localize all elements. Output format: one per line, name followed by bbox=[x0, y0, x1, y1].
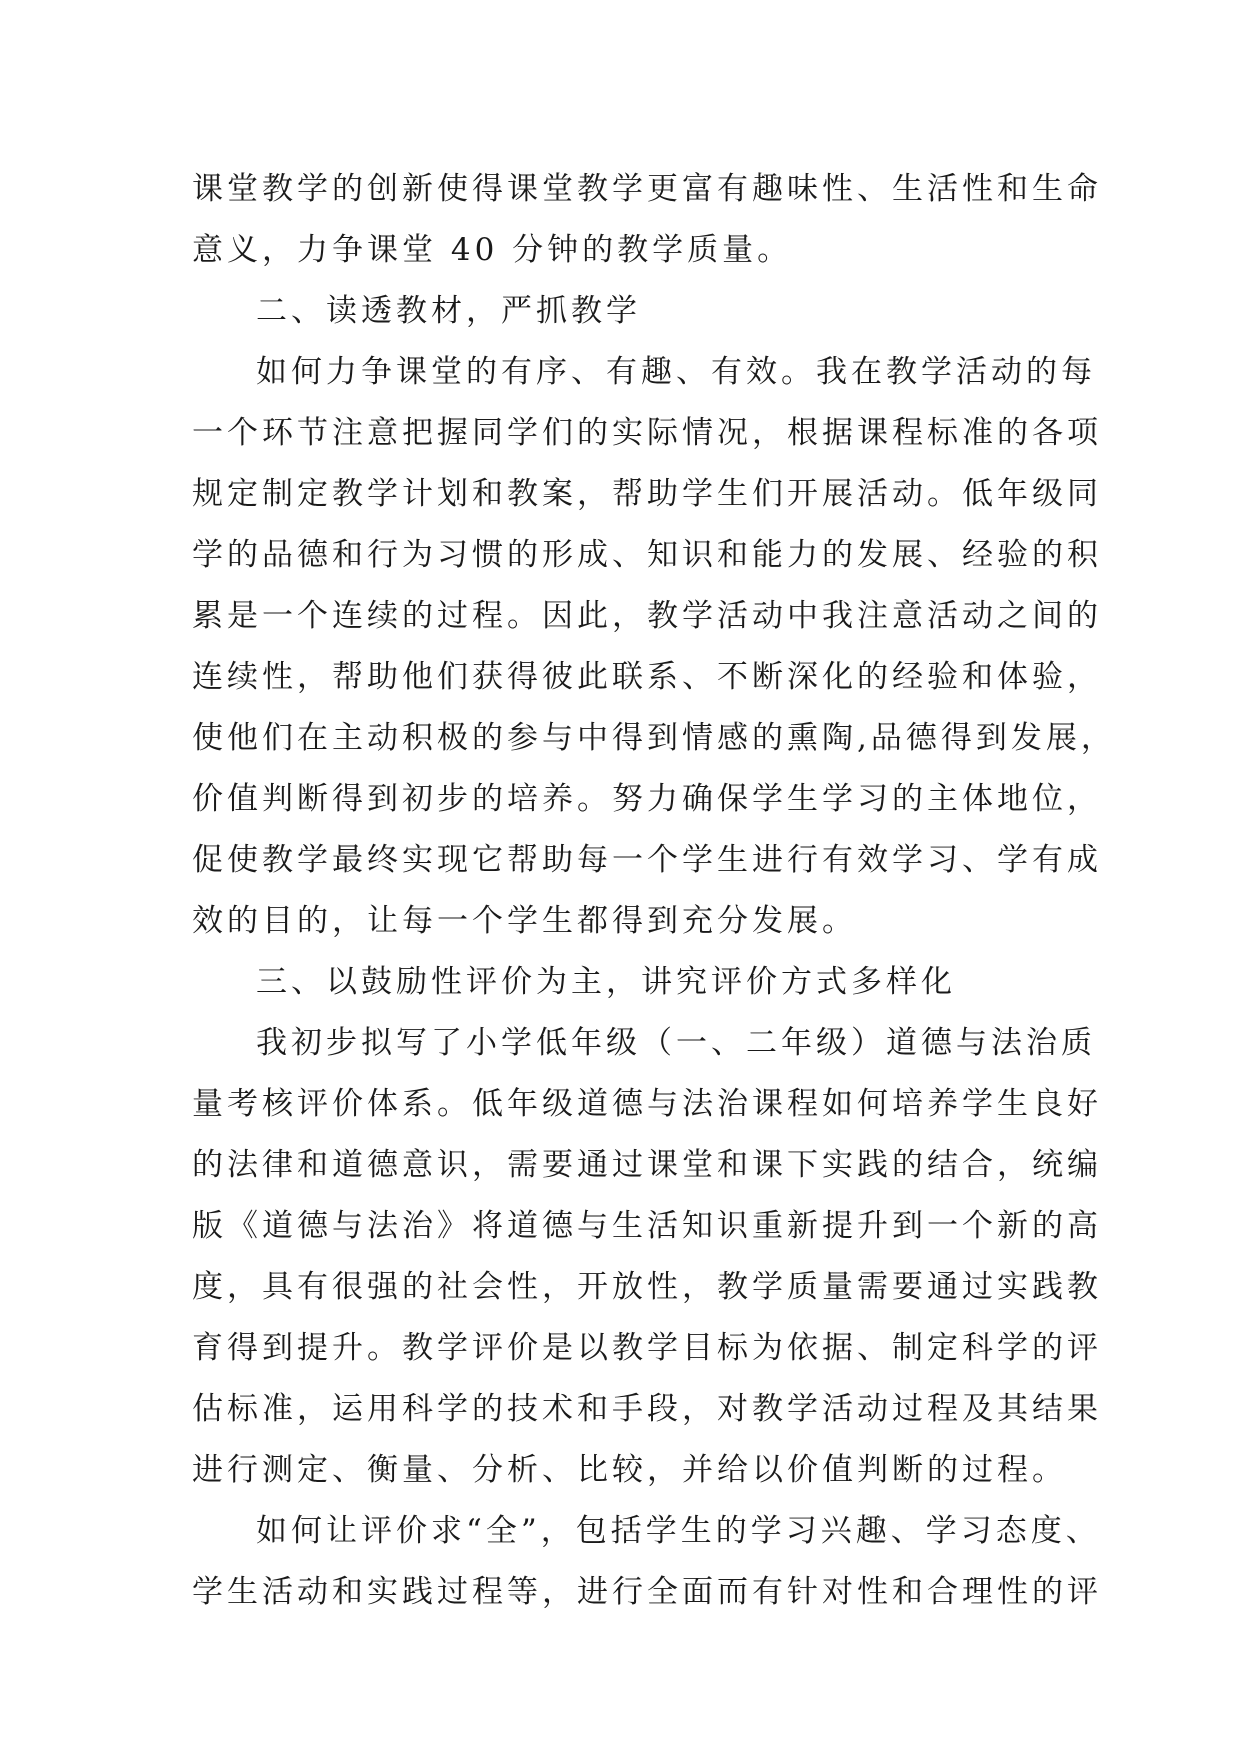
text-line: 学的品德和行为习惯的形成、知识和能力的发展、经验的积 bbox=[192, 537, 1102, 573]
body-text bbox=[192, 159, 1116, 1623]
text-line: 进行测定、衡量、分析、比较，并给以价值判断的过程。 bbox=[192, 1452, 1067, 1488]
text-line: 估标准，运用科学的技术和手段，对教学活动过程及其结果 bbox=[192, 1391, 1102, 1427]
text-line: 课堂教学的创新使得课堂教学更富有趣味性、生活性和生命 bbox=[192, 171, 1102, 207]
text-line: 度，具有很强的社会性，开放性，教学质量需要通过实践教 bbox=[192, 1269, 1102, 1305]
text-line: 累是一个连续的过程。因此，教学活动中我注意活动之间的 bbox=[192, 598, 1102, 634]
section-heading: 三、以鼓励性评价为主，讲究评价方式多样化 bbox=[256, 964, 956, 1000]
text-line: 价值判断得到初步的培养。努力确保学生学习的主体地位， bbox=[192, 781, 1102, 817]
text-line: 效的目的，让每一个学生都得到充分发展。 bbox=[192, 903, 857, 939]
text-line: 规定制定教学计划和教案，帮助学生们开展活动。低年级同 bbox=[192, 476, 1102, 512]
text-line: 育得到提升。教学评价是以教学目标为依据、制定科学的评 bbox=[192, 1330, 1102, 1366]
text-line: 学生活动和实践过程等，进行全面而有针对性和合理性的评 bbox=[192, 1574, 1102, 1610]
paragraph-first-line: 如何力争课堂的有序、有趣、有效。我在教学活动的每 bbox=[256, 354, 1096, 390]
text-line: 量考核评价体系。低年级道德与法治课程如何培养学生良好 bbox=[192, 1086, 1102, 1122]
text-line: 的法律和道德意识，需要通过课堂和课下实践的结合，统编 bbox=[192, 1147, 1102, 1183]
paragraph-first-line: 我初步拟写了小学低年级（一、二年级）道德与法治质 bbox=[256, 1025, 1096, 1061]
text-line: 一个环节注意把握同学们的实际情况，根据课程标准的各项 bbox=[192, 415, 1102, 451]
text-line: 促使教学最终实现它帮助每一个学生进行有效学习、学有成 bbox=[192, 842, 1102, 878]
paragraph-first-line: 如何让评价求“全”，包括学生的学习兴趣、学习态度、 bbox=[256, 1513, 1101, 1549]
text-line: 使他们在主动积极的参与中得到情感的熏陶,品德得到发展， bbox=[192, 720, 1116, 756]
text-line: 版《道德与法治》将道德与生活知识重新提升到一个新的高 bbox=[192, 1208, 1102, 1244]
section-heading: 二、读透教材，严抓教学 bbox=[256, 293, 641, 329]
text-line: 连续性，帮助他们获得彼此联系、不断深化的经验和体验， bbox=[192, 659, 1102, 695]
text-line: 意义，力争课堂 40 分钟的教学质量。 bbox=[192, 232, 793, 268]
